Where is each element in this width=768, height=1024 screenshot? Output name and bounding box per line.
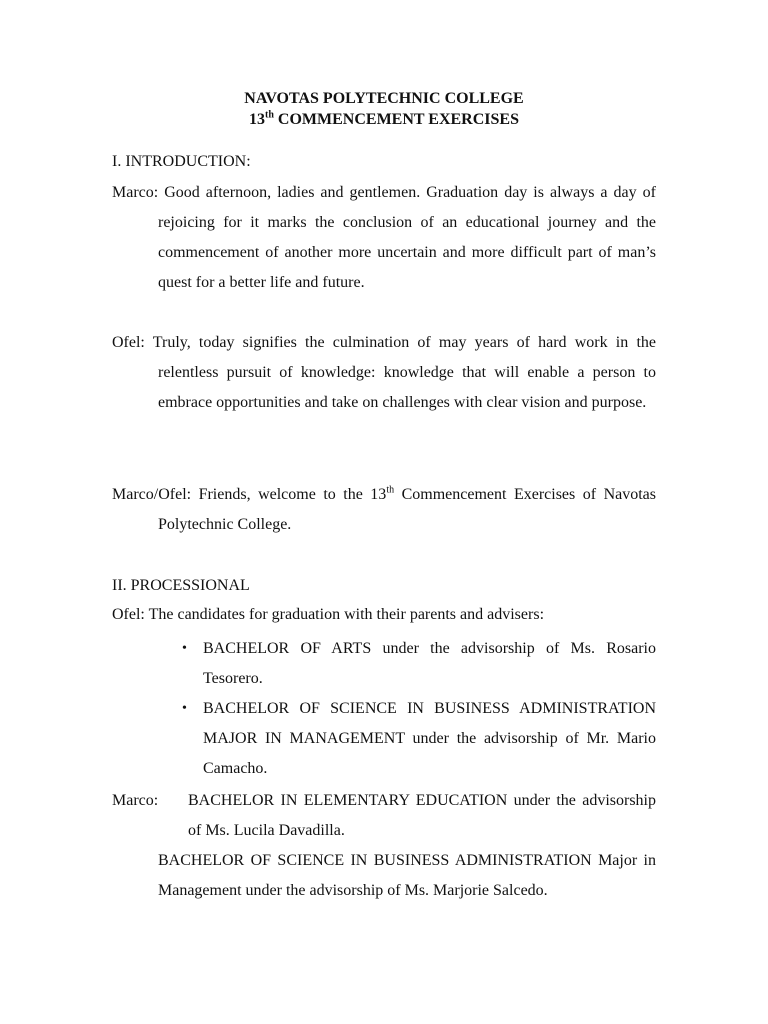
marco-program-text-1-content: BACHELOR IN ELEMENTARY EDUCATION under the advisorship of Ms. Lucila Davadilla. (188, 792, 656, 839)
event-title (0, 109, 768, 130)
marco-speaker-label: Marco: (112, 792, 159, 809)
welcome-text-end: Commencement Exercises of Navotas Polytechnic College. (158, 486, 657, 533)
program-list (182, 634, 656, 784)
event-title-rest: COMMENCEMENT EXERCISES (273, 111, 519, 128)
ofel-processional-text: Ofel: The candidates for graduation with their parents and advisers: (112, 606, 545, 623)
processional-heading: II. PROCESSIONAL (112, 577, 250, 594)
list-item: • BACHELOR OF SCIENCE IN BUSINESS ADMINISTRATION MAJOR IN MANAGEMENT under the advisorship of Mr. Mario Camacho. (182, 694, 656, 784)
marco-ofel-welcome-paragraph (112, 480, 656, 540)
event-number: 13 (249, 111, 265, 128)
marco-program-text-1 (158, 786, 656, 846)
ofel-processional-intro (112, 600, 656, 630)
list-item: • BACHELOR OF ARTS under the advisorship of Ms. Rosario Tesorero. (182, 634, 656, 694)
marco-processional-block (112, 786, 656, 906)
event-ordinal-suffix: th (265, 109, 274, 121)
marco-introduction-text: Marco: Good afternoon, ladies and gentlemen. Graduation day is always a day of rejoicing for it marks the conclusion of an educational journey and the commencement of another more uncertain and more difficult part of man’s quest for a better life and future. (112, 184, 656, 291)
marco-program-line-1 (112, 786, 656, 846)
welcome-text-start: Marco/Ofel: Friends, welcome to the 13 (112, 486, 387, 503)
document-header (0, 88, 768, 130)
ofel-introduction-paragraph (112, 328, 656, 418)
introduction-heading: I. INTRODUCTION: (112, 153, 251, 170)
marco-program-line-2: BACHELOR OF SCIENCE IN BUSINESS ADMINISTRATION Major in Management under the advisorship of Ms. Marjorie Salcedo. (158, 852, 656, 899)
marco-ofel-welcome-text (112, 480, 656, 540)
marco-introduction-paragraph (112, 178, 656, 298)
welcome-ordinal-suffix: th (386, 484, 395, 496)
ofel-introduction-text: Ofel: Truly, today signifies the culmination of may years of hard work in the relentless pursuit of knowledge: knowledge that will enable a person to embrace opportunities and take on challenges with clear vision and purpose. (112, 334, 656, 411)
college-name: NAVOTAS POLYTECHNIC COLLEGE (244, 90, 524, 107)
